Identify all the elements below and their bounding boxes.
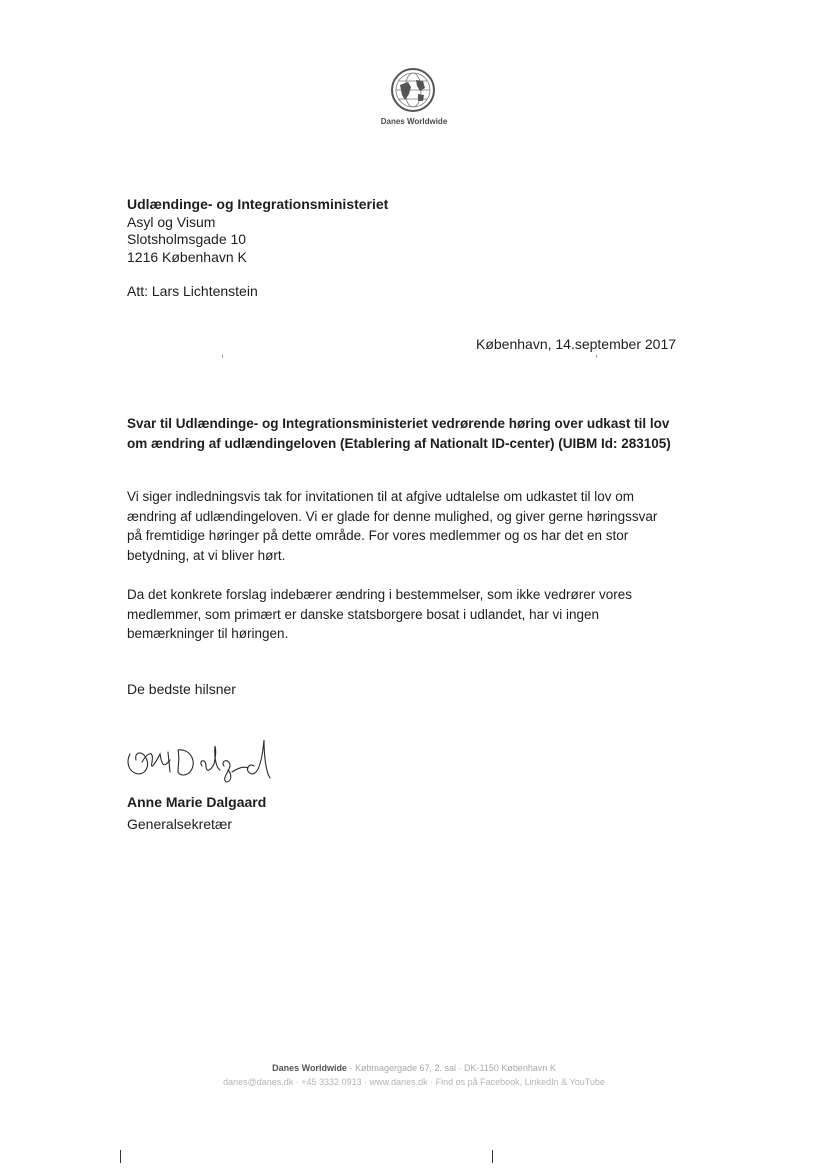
recipient-city: 1216 København K bbox=[127, 248, 247, 265]
signer-title: Generalsekretær bbox=[127, 816, 233, 832]
date-line: København, 14.september 2017 bbox=[476, 336, 677, 352]
attention-line: Att: Lars Lichtenstein bbox=[127, 283, 258, 299]
letterhead-org-name: Danes Worldwide bbox=[380, 117, 448, 126]
recipient-street: Slotsholmsgade 10 bbox=[127, 231, 247, 247]
footer-address-line bbox=[0, 1063, 828, 1073]
footer-contact-line: danes@danes.dk · +45 3332 0913 · www.danes.dk · Find os på Facebook, LinkedIn & YouTube bbox=[223, 1077, 605, 1087]
body-paragraph-1: Vi siger indledningsvis tak for invitationen til at afgive udtalelse om udkastet til lov om ændring af udlændingeloven. Vi er glade for denne mulighed, og giver gerne høringssvar på fremtidige høringer på dette område. For vores medlemmer og os har det en stor betydning, at vi bliver hørt. bbox=[127, 489, 658, 563]
footer-org-name: Danes Worldwide bbox=[272, 1063, 347, 1073]
closing-line: De bedste hilsner bbox=[127, 681, 236, 697]
body-paragraph-2: Da det konkrete forslag indebærer ændring i bestemmelser, som ikke vedrører vores medlemmer, som primært er danske statsborgere bosat i udlandet, har vi ingen bemærkninger til høringen. bbox=[127, 587, 632, 641]
signer-name: Anne Marie Dalgaard bbox=[127, 794, 267, 810]
handwritten-signature bbox=[120, 732, 300, 792]
recipient-address bbox=[127, 196, 388, 266]
danes-worldwide-logo-icon bbox=[390, 67, 436, 113]
scan-edge-mark bbox=[492, 1150, 493, 1163]
footer-address: · Købmagergade 67, 2. sal · DK-1150 København K bbox=[346, 1063, 556, 1073]
scan-edge-mark bbox=[120, 1150, 121, 1163]
letter-subject: Svar til Udlændinge- og Integrationsministeriet vedrørende høring over udkast til lov om ændring af udlændingeloven (Etablering af Nationalt ID-center) (UIBM Id: 283105) bbox=[127, 416, 671, 451]
scan-speck bbox=[222, 355, 223, 358]
recipient-department: Asyl og Visum bbox=[127, 213, 216, 230]
scan-speck bbox=[596, 355, 597, 358]
recipient-name: Udlændinge- og Integrationsministeriet bbox=[127, 196, 389, 212]
